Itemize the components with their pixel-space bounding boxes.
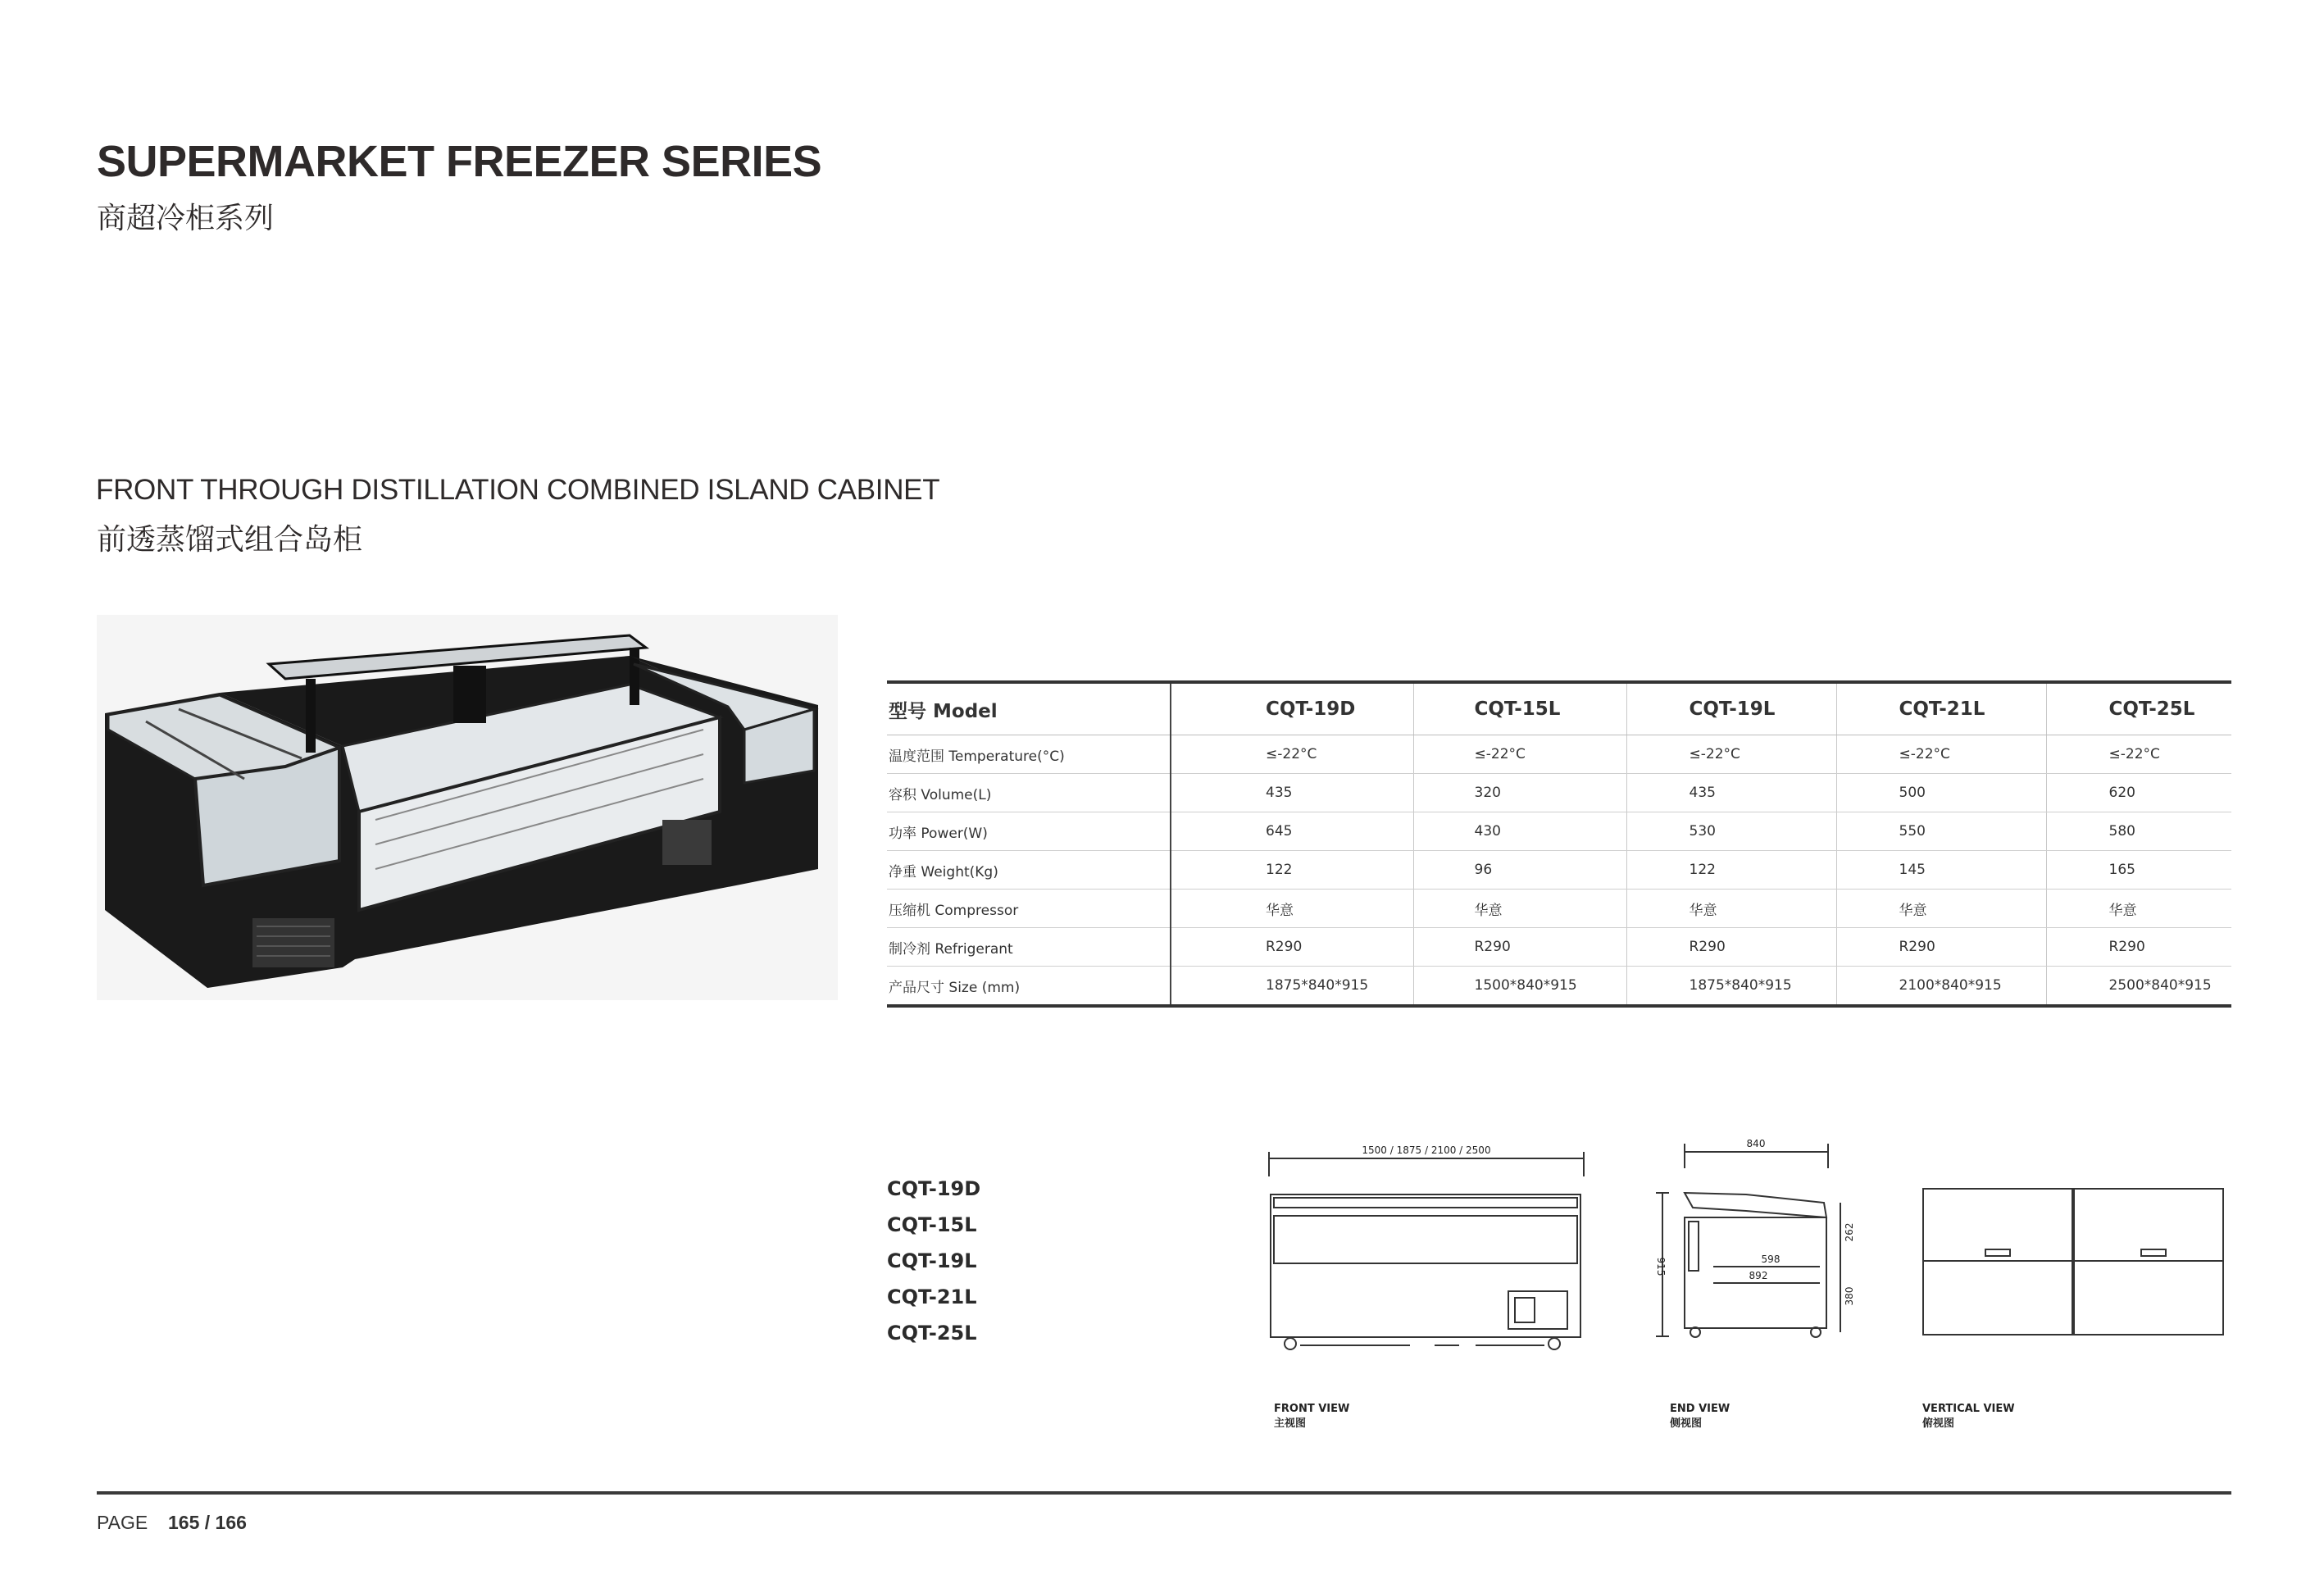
spec-value: 435	[1626, 774, 1836, 812]
spec-header-row	[887, 682, 2231, 735]
spec-value: 2100*840*915	[1836, 967, 2046, 1007]
front-view-drawing	[1262, 1144, 1590, 1357]
model-list-item: CQT-19L	[887, 1249, 977, 1272]
spec-value: R290	[2046, 928, 2231, 967]
page-number: 165 / 166	[168, 1512, 247, 1533]
end-lower-dimension: 380	[1844, 1286, 1855, 1306]
spec-value: 550	[1836, 812, 2046, 851]
spec-header-model: CQT-25L	[2046, 682, 2231, 735]
spec-value: 145	[1836, 851, 2046, 890]
spec-label: 产品尺寸 Size (mm)	[887, 967, 1171, 1007]
vertical-view-label	[1922, 1402, 2015, 1431]
model-list	[887, 1171, 980, 1351]
spec-value: 华意	[1171, 890, 1413, 928]
spec-label: 温度范围 Temperature(°C)	[887, 735, 1171, 774]
spec-value: 645	[1171, 812, 1413, 851]
spec-value: R290	[1171, 928, 1413, 967]
series-title: SUPERMARKET FREEZER SERIES	[97, 137, 822, 186]
vertical-view-drawing	[1918, 1181, 2230, 1345]
spec-label: 净重 Weight(Kg)	[887, 851, 1171, 890]
end-view-drawing	[1648, 1135, 1869, 1349]
spec-row	[887, 735, 2231, 774]
spec-value: 96	[1413, 851, 1626, 890]
spec-value: 1875*840*915	[1626, 967, 1836, 1007]
spec-value: 1875*840*915	[1171, 967, 1413, 1007]
spec-value: 500	[1836, 774, 2046, 812]
spec-row	[887, 967, 2231, 1007]
model-list-item: CQT-21L	[887, 1285, 977, 1308]
spec-header-model: CQT-19L	[1626, 682, 1836, 735]
end-view-label-en: END VIEW	[1670, 1403, 1730, 1415]
model-list-item: CQT-25L	[887, 1322, 977, 1345]
spec-label: 功率 Power(W)	[887, 812, 1171, 851]
spec-value: R290	[1836, 928, 2046, 967]
spec-row	[887, 851, 2231, 890]
spec-value: 华意	[1413, 890, 1626, 928]
spec-label: 压缩机 Compressor	[887, 890, 1171, 928]
spec-value: ≤-22°C	[2046, 735, 2231, 774]
end-top-dimension: 840	[1746, 1138, 1766, 1149]
spec-header-model: CQT-21L	[1836, 682, 2046, 735]
spec-value: R290	[1413, 928, 1626, 967]
end-height-dimension: 915	[1655, 1257, 1667, 1276]
end-upper-dimension: 262	[1844, 1222, 1855, 1242]
spec-value: 2500*840*915	[2108, 977, 2212, 994]
model-list-item: CQT-19D	[887, 1177, 981, 1200]
front-view-label-cn: 主视图	[1274, 1417, 1307, 1430]
spec-value: 华意	[2046, 890, 2231, 928]
spec-value: R290	[1626, 928, 1836, 967]
spec-value: ≤-22°C	[1171, 735, 1413, 774]
spec-row	[887, 928, 2231, 967]
spec-value: 580	[2046, 812, 2231, 851]
spec-value: 1500*840*915	[1413, 967, 1626, 1007]
spec-value: ≤-22°C	[1836, 735, 2046, 774]
vertical-view-label-en: VERTICAL VIEW	[1922, 1403, 2015, 1415]
spec-value: 165	[2046, 851, 2231, 890]
page-label: PAGE	[97, 1512, 148, 1533]
spec-value: 620	[2046, 774, 2231, 812]
spec-row	[887, 890, 2231, 928]
series-subtitle-cn: 商超冷柜系列	[97, 202, 275, 235]
spec-value: 122	[1626, 851, 1836, 890]
end-view-label-cn: 侧视图	[1670, 1417, 1703, 1430]
spec-label: 制冷剂 Refrigerant	[887, 928, 1171, 967]
spec-value: 华意	[1626, 890, 1836, 928]
spec-table	[887, 680, 2231, 1008]
spec-row	[887, 774, 2231, 812]
front-view-label-en: FRONT VIEW	[1274, 1403, 1350, 1415]
product-photo	[97, 615, 838, 1000]
model-list-item: CQT-15L	[887, 1213, 977, 1236]
spec-value: 530	[1626, 812, 1836, 851]
end-view-label	[1670, 1402, 1730, 1431]
spec-value: ≤-22°C	[1413, 735, 1626, 774]
end-inner-dimension-2: 892	[1749, 1270, 1768, 1281]
spec-value: ≤-22°C	[1626, 735, 1836, 774]
front-width-dimension: 1500 / 1875 / 2100 / 2500	[1362, 1144, 1491, 1156]
spec-header-label: 型号 Model	[887, 682, 1171, 735]
spec-header-model: CQT-15L	[1413, 682, 1626, 735]
spec-value: 122	[1171, 851, 1413, 890]
product-title: FRONT THROUGH DISTILLATION COMBINED ISLAND CABINET	[96, 474, 940, 506]
spec-value: 435	[1171, 774, 1413, 812]
front-view-label	[1274, 1402, 1349, 1431]
vertical-view-label-cn: 俯视图	[1922, 1417, 1955, 1430]
spec-row	[887, 812, 2231, 851]
spec-value: 华意	[1836, 890, 2046, 928]
spec-value: 430	[1413, 812, 1626, 851]
spec-label: 容积 Volume(L)	[887, 774, 1171, 812]
footer-divider	[97, 1491, 2231, 1495]
product-title-cn: 前透蒸馏式组合岛柜	[97, 523, 363, 557]
end-inner-dimension-1: 598	[1761, 1254, 1781, 1265]
spec-value: 320	[1413, 774, 1626, 812]
spec-header-model: CQT-19D	[1171, 682, 1413, 735]
